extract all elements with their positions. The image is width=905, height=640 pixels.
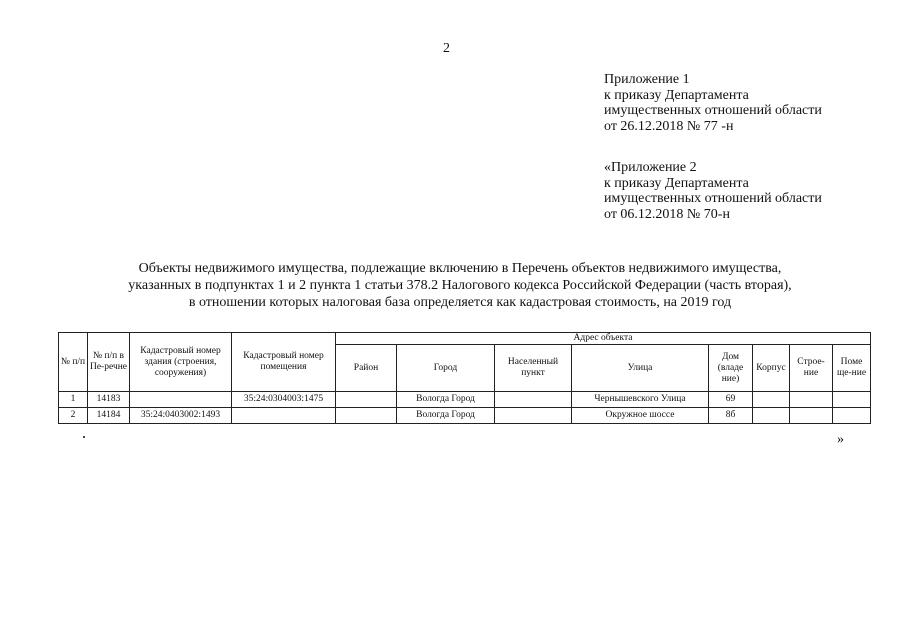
header-stroenie: Строе-ние xyxy=(790,345,833,392)
appendix-2-line: от 06.12.2018 № 70-н xyxy=(604,206,730,222)
appendix-1-block xyxy=(604,72,822,134)
cell-pomeshchenie xyxy=(833,408,871,424)
closing-quote: » xyxy=(837,432,844,447)
header-building-cadastral: Кадастровый номер здания (строения, сооружения) xyxy=(130,333,232,392)
cell-locality xyxy=(495,392,572,408)
cell-building-cadastral: 35:24:0403002:1493 xyxy=(130,408,232,424)
document-title xyxy=(60,260,860,311)
cell-locality xyxy=(495,408,572,424)
header-locality: Населенный пункт xyxy=(495,345,572,392)
cell-building-cadastral xyxy=(130,392,232,408)
appendix-2-line: «Приложение 2 xyxy=(604,160,697,175)
cell-pomeshchenie xyxy=(833,392,871,408)
header-num: № п/п xyxy=(59,333,88,392)
header-city: Город xyxy=(397,345,495,392)
header-house: Дом (владе ние) xyxy=(709,345,753,392)
table-header-row xyxy=(59,333,871,345)
cell-korpus xyxy=(753,392,790,408)
cell-city: Вологда Город xyxy=(397,408,495,424)
header-premises-cadastral: Кадастровый номер помещения xyxy=(232,333,336,392)
appendix-1-line: имущественных отношений области xyxy=(604,103,822,118)
cell-num: 1 xyxy=(59,392,88,408)
header-korpus: Корпус xyxy=(753,345,790,392)
title-line: Объекты недвижимого имущества, подлежащие включению в Перечень объектов недвижимого имущества, xyxy=(138,261,782,276)
cell-stroenie xyxy=(790,408,833,424)
header-district: Район xyxy=(336,345,397,392)
table-row xyxy=(59,392,871,408)
cell-num: 2 xyxy=(59,408,88,424)
cell-korpus xyxy=(753,408,790,424)
cell-district xyxy=(336,408,397,424)
cell-premises-cadastral xyxy=(232,408,336,424)
objects-table xyxy=(58,332,871,424)
cell-premises-cadastral: 35:24:0304003:1475 xyxy=(232,392,336,408)
cell-house: 8б xyxy=(709,408,753,424)
cell-list-num: 14183 xyxy=(88,392,130,408)
appendix-1-line: к приказу Департамента xyxy=(604,87,749,103)
appendix-2-line: к приказу Департамента xyxy=(604,175,749,191)
cell-district xyxy=(336,392,397,408)
appendix-2-block xyxy=(604,160,822,222)
header-address: Адрес объекта xyxy=(336,333,871,345)
page-number: 2 xyxy=(443,41,450,56)
cell-house: 69 xyxy=(709,392,753,408)
cell-street: Чернышевского Улица xyxy=(572,392,709,408)
cell-street: Окружное шоссе xyxy=(572,408,709,424)
scan-speck xyxy=(83,436,85,438)
title-line: в отношении которых налоговая база определяется как кадастровая стоимость, на 2019 год xyxy=(188,295,732,310)
appendix-2-line: имущественных отношений области xyxy=(604,191,822,206)
appendix-1-line: от 26.12.2018 № 77 -н xyxy=(604,118,734,134)
header-list-num: № п/п в Пе-речне xyxy=(88,333,130,392)
cell-stroenie xyxy=(790,392,833,408)
cell-list-num: 14184 xyxy=(88,408,130,424)
title-line: указанных в подпунктах 1 и 2 пункта 1 статьи 378.2 Налогового кодекса Российской Федерации (часть вторая), xyxy=(128,278,792,293)
table-row xyxy=(59,408,871,424)
header-street: Улица xyxy=(572,345,709,392)
appendix-1-line: Приложение 1 xyxy=(604,72,690,87)
header-pomeshchenie: Поме ще-ние xyxy=(833,345,871,392)
cell-city: Вологда Город xyxy=(397,392,495,408)
